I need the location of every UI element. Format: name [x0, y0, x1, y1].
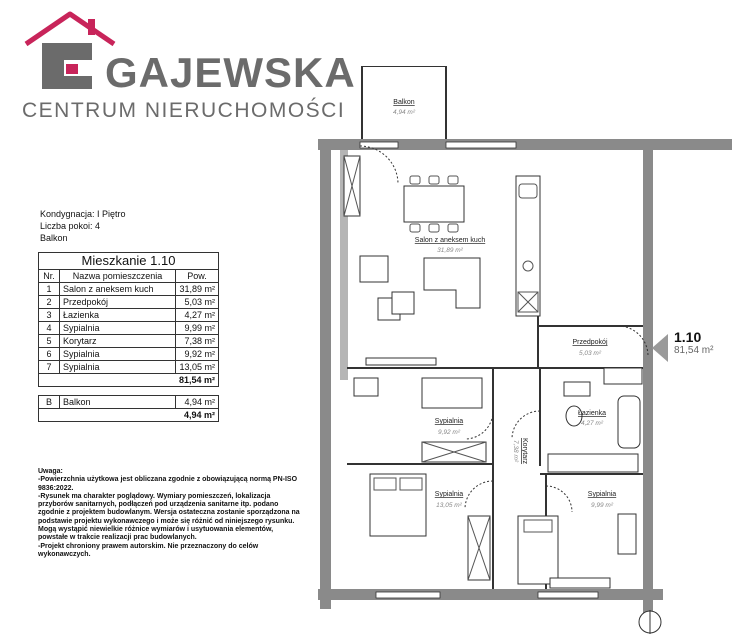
row-nr: 4	[39, 322, 60, 335]
table-spacer	[39, 387, 219, 396]
total-row	[39, 409, 219, 422]
row-area: 9,99 m²	[176, 322, 219, 335]
row-name: Sypialnia	[60, 348, 176, 361]
row-nr: 3	[39, 309, 60, 322]
room-label-lazienka: Łazienka	[577, 410, 607, 417]
table-row	[39, 348, 219, 361]
row-nr: 2	[39, 296, 60, 309]
notes-heading: Uwaga:	[38, 468, 63, 475]
window	[360, 142, 398, 148]
window	[446, 142, 516, 148]
unit-area: 81,54 m²	[674, 345, 714, 356]
row-area: 7,38 m²	[176, 335, 219, 348]
row-area: 13,05 m²	[176, 361, 219, 374]
room-label-sypialnia-4: Sypialnia	[587, 491, 617, 498]
row-name: Salon z aneksem kuch	[60, 283, 176, 296]
balcony-label: Balkon	[40, 233, 68, 243]
table-row	[39, 396, 219, 409]
row-name: Balkon	[60, 396, 176, 409]
room-label-sypialnia-7: Sypialnia	[434, 491, 464, 498]
balcony-total-area: 4,94 m²	[39, 409, 219, 422]
total-row	[39, 374, 219, 387]
table-row	[39, 283, 219, 296]
apartment-info	[40, 208, 126, 244]
balcony-outline	[362, 66, 446, 146]
total-area: 81,54 m²	[39, 374, 219, 387]
row-area: 5,03 m²	[176, 296, 219, 309]
row-name: Łazienka	[60, 309, 176, 322]
floor-plan	[318, 66, 732, 638]
room-area-salon: 31,89 m²	[437, 247, 463, 254]
notes	[38, 468, 300, 559]
right-wall-top	[643, 150, 653, 620]
table-row	[39, 361, 219, 374]
row-name: Przedpokój	[60, 296, 176, 309]
table-row	[39, 296, 219, 309]
note-item: -Rysunek ma charakter poglądowy. Wymiary pomieszczeń, lokalizacja przyborów sanitarnych, podłączeń pod urządzenia sanitarne itp. podano zgodnie z projektem budowlanym. Wersja ostateczna zostanie sporządzona na podstawie projektu wykonawczego i może się różnić od niniejszego rysunku. Mogą wystąpić niewielkie różnice wymiarów i usytuowania elementów, powstałe w trakcie realizacji prac budowlanych.	[38, 492, 300, 542]
bottom-wall	[318, 589, 663, 600]
header-nr: Nr.	[39, 270, 60, 283]
logo-subtitle: CENTRUM NIERUCHOMOŚCI	[22, 99, 346, 122]
company-logo	[20, 8, 356, 123]
row-name: Sypialnia	[60, 361, 176, 374]
room-label-sypialnia-6: Sypialnia	[434, 418, 464, 425]
floor-label: Kondygnacja: I Piętro	[40, 209, 126, 219]
room-label-korytarz: Korytarz	[521, 437, 528, 465]
room-area-sypialnia-7: 13,05 m²	[436, 502, 462, 509]
room-count-label: Liczba pokoi: 4	[40, 221, 101, 231]
table-title: Mieszkanie 1.10	[39, 253, 219, 270]
header-name: Nazwa pomieszczenia	[60, 270, 176, 283]
row-area: 4,27 m²	[176, 309, 219, 322]
row-nr: B	[39, 396, 60, 409]
window	[376, 592, 440, 598]
row-area: 9,92 m²	[176, 348, 219, 361]
row-name: Korytarz	[60, 335, 176, 348]
room-area-korytarz: 7,38 m²	[512, 439, 519, 463]
room-area-sypialnia-6: 9,92 m²	[437, 429, 461, 436]
room-area-sypialnia-4: 9,99 m²	[590, 502, 614, 509]
table-row	[39, 309, 219, 322]
note-item: -Projekt chroniony prawem autorskim. Nie przeznaczony do celów wykonawczych.	[38, 542, 259, 558]
row-nr: 6	[39, 348, 60, 361]
logo-brand: GAJEWSKA	[105, 49, 356, 96]
header-area: Pow.	[176, 270, 219, 283]
table-row	[39, 322, 219, 335]
room-area-przedpokoj: 5,03 m²	[578, 350, 602, 357]
row-nr: 5	[39, 335, 60, 348]
left-wall	[320, 139, 331, 609]
unit-number: 1.10	[674, 329, 702, 345]
entrance-arrow-icon	[652, 334, 668, 362]
note-item: -Powierzchnia użytkowa jest obliczana zgodnie z obowiązującą normą PN-ISO 9836:2022.	[38, 476, 298, 492]
window	[538, 592, 598, 598]
row-area: 31,89 m²	[176, 283, 219, 296]
room-area-balkon: 4,94 m²	[392, 109, 416, 116]
room-label-przedpokoj: Przedpokój	[572, 339, 608, 346]
table-row	[39, 335, 219, 348]
row-nr: 1	[39, 283, 60, 296]
row-name: Sypialnia	[60, 322, 176, 335]
row-nr: 7	[39, 361, 60, 374]
row-area: 4,94 m²	[176, 396, 219, 409]
table-header	[39, 270, 219, 283]
room-label-balkon: Balkon	[393, 99, 415, 106]
rooms-table	[38, 252, 219, 422]
room-label-salon: Salon z aneksem kuch	[414, 237, 486, 244]
room-area-lazienka: 4,27 m²	[580, 420, 604, 427]
